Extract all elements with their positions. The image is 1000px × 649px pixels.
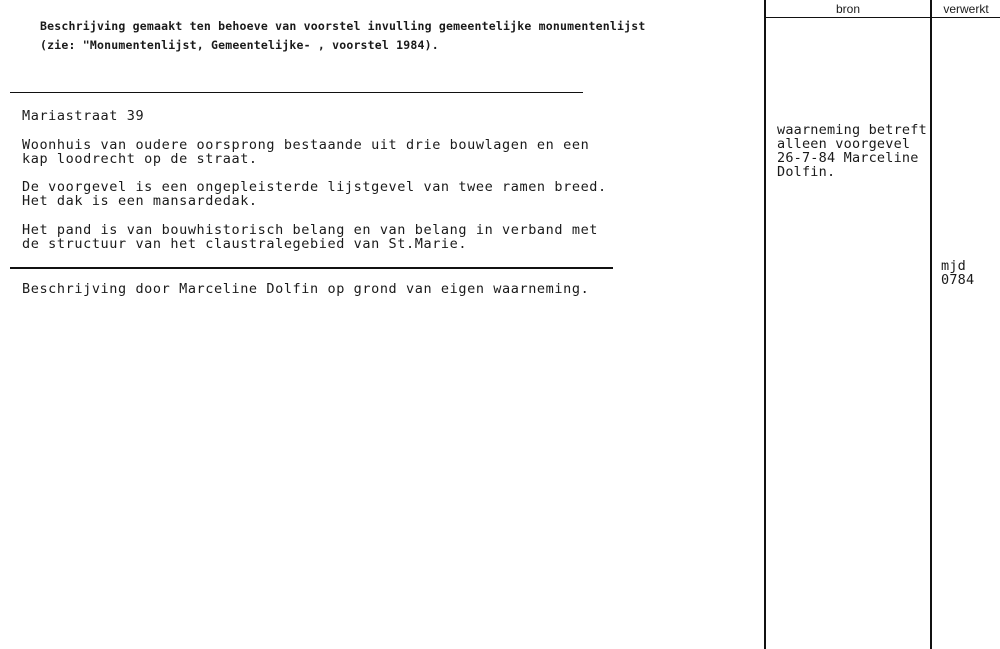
- bron-column-left-border: [764, 0, 766, 649]
- paragraph-3-line2: de structuur van het claustralegebied van St.Marie.: [22, 236, 468, 252]
- column-header-rule: [764, 17, 1000, 18]
- paragraph-1-line1: Woonhuis van oudere oorsprong bestaande uit drie bouwlagen en een: [22, 137, 590, 153]
- verwerkt-note-line2: 0784: [941, 272, 975, 288]
- verwerkt-column-header: verwerkt: [943, 2, 989, 16]
- bron-note-line1: waarneming betreft: [777, 122, 927, 138]
- description-footer: Beschrijving door Marceline Dolfin op grond van eigen waarneming.: [22, 281, 590, 297]
- bottom-rule: [10, 267, 613, 269]
- paragraph-2-line2: Het dak is een mansardedak.: [22, 193, 258, 209]
- bron-column-header: bron: [835, 2, 861, 16]
- paragraph-2-line1: De voorgevel is een ongepleisterde lijstgevel van twee ramen breed.: [22, 179, 607, 195]
- paragraph-1-line2: kap loodrecht op de straat.: [22, 151, 258, 167]
- address-heading: Mariastraat 39: [22, 108, 145, 124]
- bron-note-line4: Dolfin.: [777, 164, 836, 180]
- bron-note-line2: alleen voorgevel: [777, 136, 911, 152]
- paragraph-3-line1: Het pand is van bouwhistorisch belang en van belang in verband met: [22, 222, 599, 238]
- verwerkt-note-line1: mjd: [941, 258, 966, 274]
- header-note-line2: (zie: "Monumentenlijst, Gemeentelijke- , voorstel 1984).: [40, 38, 439, 52]
- verwerkt-column-left-border: [930, 0, 932, 649]
- header-note-line1: Beschrijving gemaakt ten behoeve van voorstel invulling gemeentelijke monumentenlijst: [40, 19, 646, 33]
- top-rule: [10, 92, 583, 93]
- bron-note-line3: 26-7-84 Marceline: [777, 150, 919, 166]
